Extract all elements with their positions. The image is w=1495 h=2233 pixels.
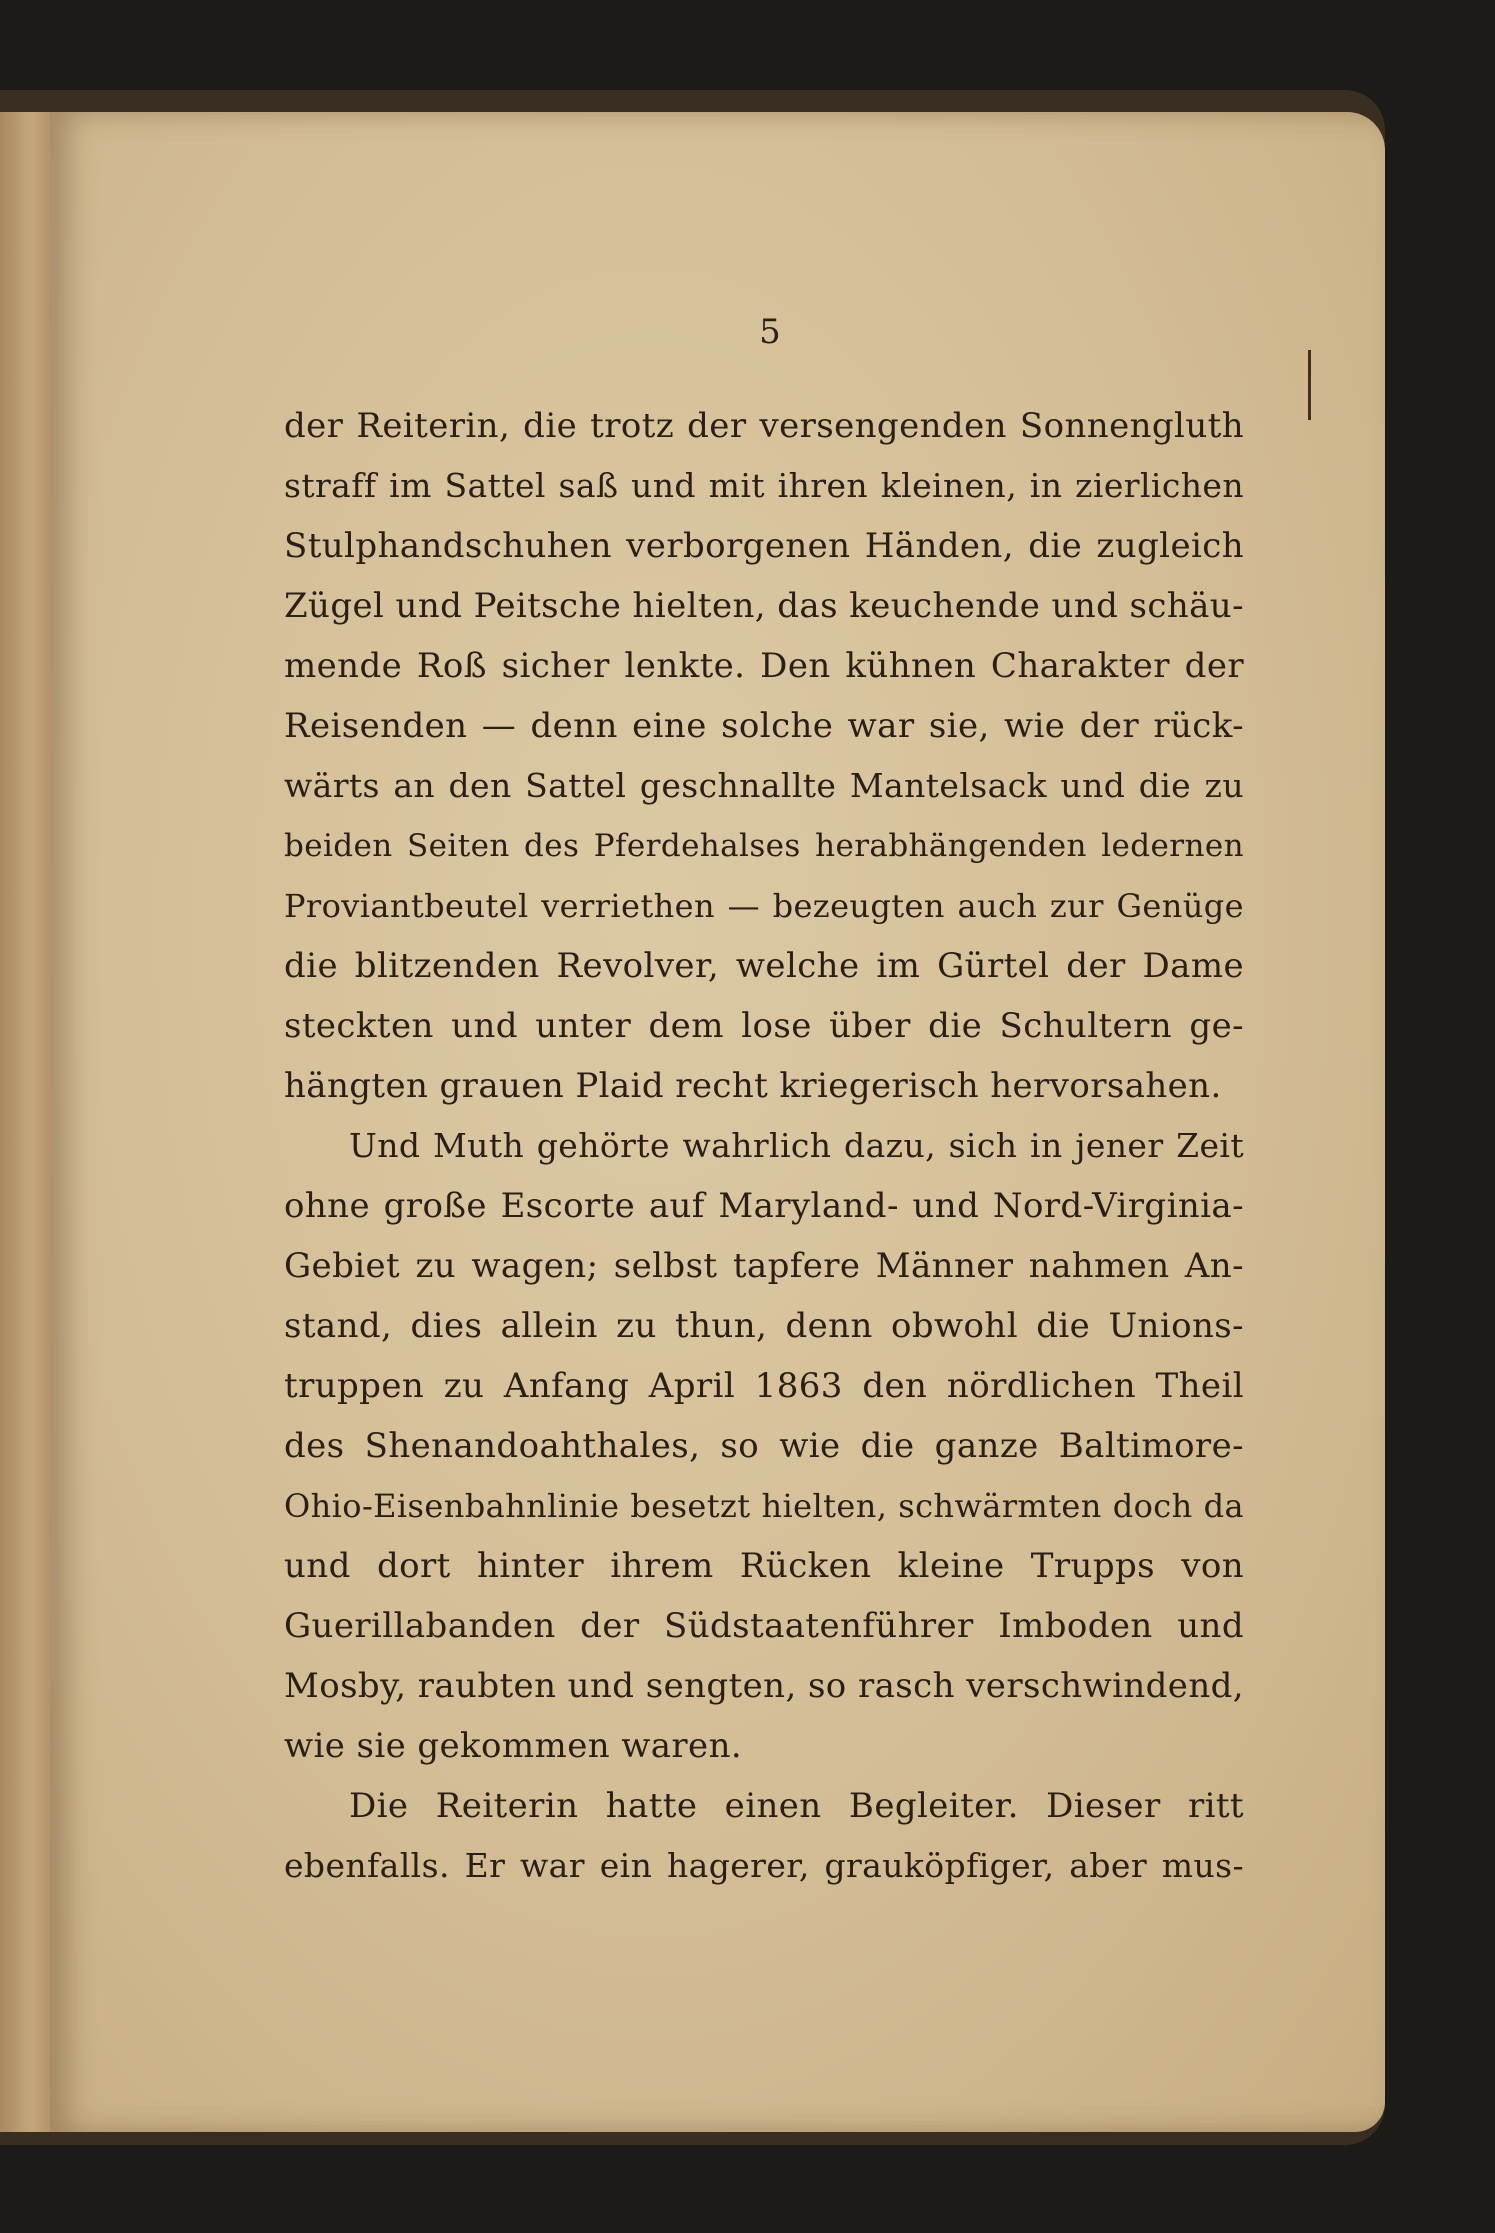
text-line: Proviantbeutel verriethen — bezeugten auch zur Genüge bbox=[284, 887, 1244, 925]
page-margin-mark bbox=[1308, 350, 1311, 420]
text-line: Guerillabanden der Südstaatenführer Imboden und bbox=[284, 1606, 1244, 1646]
text-line: Ohio-Eisenbahnlinie besetzt hielten, schwärmten doch da bbox=[284, 1487, 1244, 1525]
text-line: Reisenden — denn eine solche war sie, wie der rück- bbox=[284, 706, 1244, 746]
text-line: mende Roß sicher lenkte. Den kühnen Charakter der bbox=[284, 646, 1244, 686]
facing-page-edge bbox=[0, 112, 52, 2132]
text-line: ohne große Escorte auf Maryland- und Nord-Virginia- bbox=[284, 1186, 1244, 1226]
text-line: die blitzenden Revolver, welche im Gürtel der Dame bbox=[284, 946, 1244, 986]
text-line: und dort hinter ihrem Rücken kleine Trupps von bbox=[284, 1546, 1244, 1586]
page-number: 5 bbox=[759, 312, 781, 352]
text-line: Stulphandschuhen verborgenen Händen, die zugleich bbox=[284, 526, 1244, 566]
text-line: des Shenandoahthales, so wie die ganze Baltimore- bbox=[284, 1426, 1244, 1466]
text-line: ebenfalls. Er war ein hagerer, grauköpfiger, aber mus- bbox=[284, 1846, 1244, 1885]
text-line: Gebiet zu wagen; selbst tapfere Männer nahmen An- bbox=[284, 1246, 1244, 1286]
text-line: Und Muth gehörte wahrlich dazu, sich in jener Zeit bbox=[349, 1126, 1244, 1165]
text-line: hängten grauen Plaid recht kriegerisch hervorsahen. bbox=[284, 1066, 1222, 1106]
text-line: wie sie gekommen waren. bbox=[284, 1726, 743, 1766]
text-line: beiden Seiten des Pferdehalses herabhängenden ledernen bbox=[284, 828, 1244, 864]
text-line: straff im Sattel saß und mit ihren kleinen, in zierlichen bbox=[284, 466, 1244, 505]
text-line: der Reiterin, die trotz der versengenden Sonnengluth bbox=[284, 406, 1244, 446]
body-text bbox=[284, 396, 1244, 1896]
text-line: steckten und unter dem lose über die Schultern ge- bbox=[284, 1006, 1244, 1046]
text-line: wärts an den Sattel geschnallte Mantelsack und die zu bbox=[284, 766, 1244, 805]
text-line: truppen zu Anfang April 1863 den nördlichen Theil bbox=[284, 1366, 1244, 1406]
text-line: Die Reiterin hatte einen Begleiter. Dieser ritt bbox=[349, 1786, 1244, 1826]
text-line: Mosby, raubten und sengten, so rasch verschwindend, bbox=[284, 1666, 1244, 1706]
text-line: Zügel und Peitsche hielten, das keuchende und schäu- bbox=[284, 586, 1244, 626]
text-line: stand, dies allein zu thun, denn obwohl die Unions- bbox=[284, 1306, 1244, 1346]
